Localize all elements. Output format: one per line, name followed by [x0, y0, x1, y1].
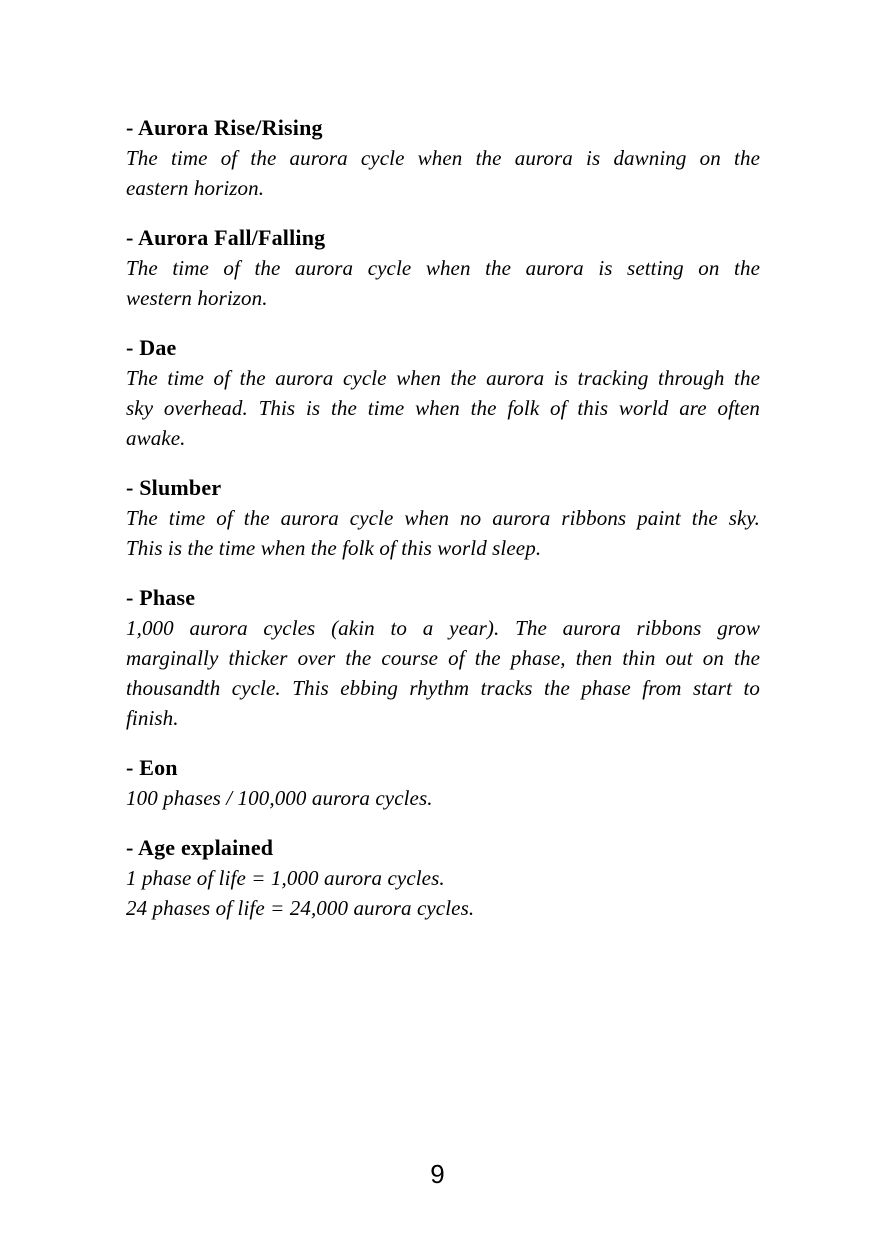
definition-line: This is the time when the folk of this world sleep. — [126, 536, 542, 560]
term-section-eon — [126, 753, 760, 813]
term-heading: - Eon — [126, 755, 178, 780]
definition-line: thousandth cycle. This ebbing rhythm tracks the phase from start to — [126, 676, 760, 700]
definition-line: The time of the aurora cycle when the aurora is setting on the — [126, 256, 760, 280]
term-section-aurora-rise — [126, 113, 760, 203]
term-heading: - Phase — [126, 585, 196, 610]
definition-line: The time of the aurora cycle when no aurora ribbons paint the sky. — [126, 506, 760, 530]
definition-line: sky overhead. This is the time when the folk of this world are often — [126, 396, 760, 420]
definition-line: 1,000 aurora cycles (akin to a year). The aurora ribbons grow — [126, 616, 760, 640]
term-section-age-explained — [126, 833, 760, 923]
term-heading: - Age explained — [126, 835, 274, 860]
term-section-aurora-fall — [126, 223, 760, 313]
term-heading: - Slumber — [126, 475, 222, 500]
definition-line: 100 phases / 100,000 aurora cycles. — [126, 786, 433, 810]
term-heading: - Dae — [126, 335, 177, 360]
definition-line: The time of the aurora cycle when the aurora is dawning on the — [126, 146, 760, 170]
term-section-slumber — [126, 473, 760, 563]
definition-line: awake. — [126, 426, 186, 450]
definition-line: 24 phases of life = 24,000 aurora cycles. — [126, 896, 475, 920]
definition-line: western horizon. — [126, 286, 268, 310]
term-heading: - Aurora Rise/Rising — [126, 115, 323, 140]
definition-line: finish. — [126, 706, 179, 730]
definition-line: 1 phase of life = 1,000 aurora cycles. — [126, 866, 445, 890]
definition-line: The time of the aurora cycle when the aurora is tracking through the — [126, 366, 760, 390]
definition-line: marginally thicker over the course of the phase, then thin out on the — [126, 646, 760, 670]
glossary-content — [126, 113, 760, 943]
page-number: 9 — [430, 1159, 445, 1189]
term-section-phase — [126, 583, 760, 733]
term-section-dae — [126, 333, 760, 453]
term-heading: - Aurora Fall/Falling — [126, 225, 326, 250]
definition-line: eastern horizon. — [126, 176, 265, 200]
